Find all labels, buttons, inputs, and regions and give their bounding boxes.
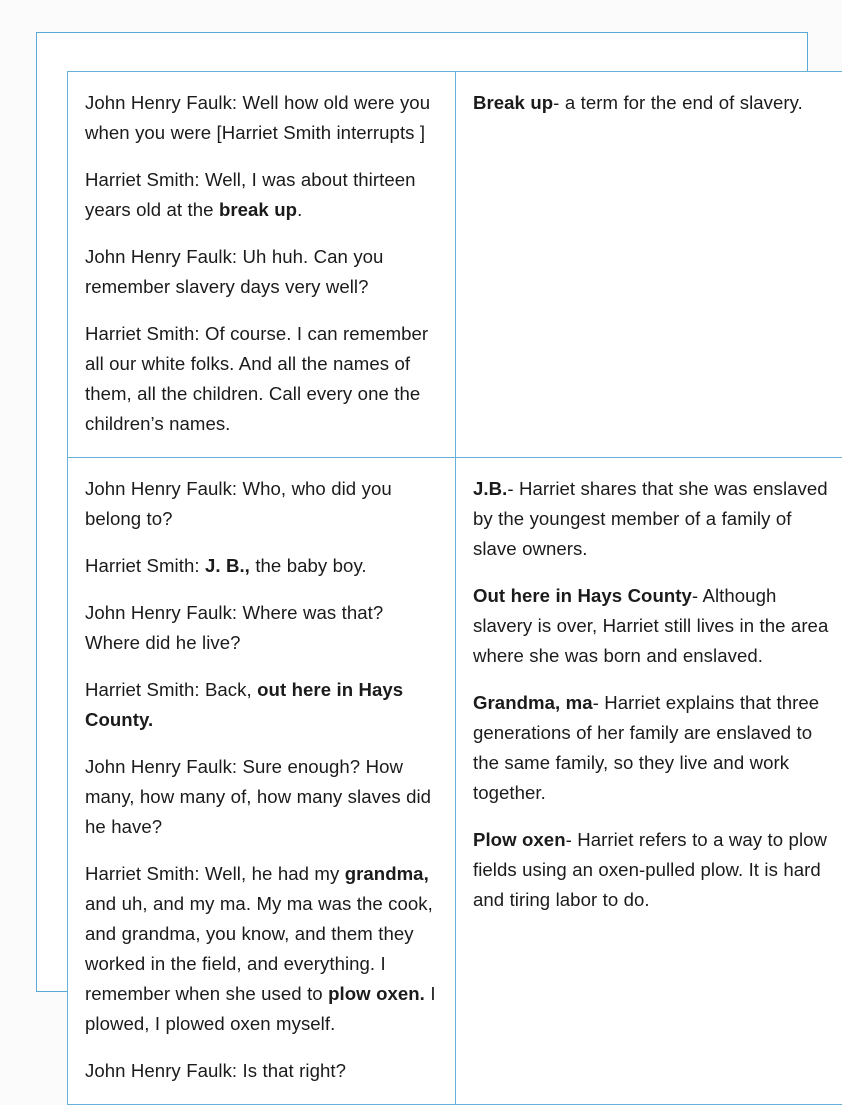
paragraph	[473, 474, 830, 564]
paragraph	[473, 88, 830, 118]
text-run: - Harriet shares that she was enslaved by the youngest member of a family of slave owners.	[473, 478, 828, 559]
paragraph	[85, 598, 438, 658]
text-run: John Henry Faulk: Uh huh. Can you remember slavery days very well?	[85, 246, 383, 297]
notes-cell-row-1	[456, 72, 842, 458]
text-run: John Henry Faulk: Who, who did you belong to?	[85, 478, 392, 529]
text-run: Harriet Smith: Well, he had my	[85, 863, 345, 884]
text-run: - Harriet refers to a way to plow fields using an oxen-pulled plow. It is hard and tiring labor to do.	[473, 829, 827, 910]
key-term: Break up	[473, 92, 553, 113]
paragraph	[85, 474, 438, 534]
paragraph	[85, 1056, 438, 1086]
key-term: Grandma, ma	[473, 692, 593, 713]
text-run: John Henry Faulk: Is that right?	[85, 1060, 346, 1081]
paragraph	[473, 688, 830, 808]
paragraph	[85, 859, 438, 1039]
text-run: Harriet Smith: Of course. I can remember all our white folks. And all the names of them, all the children. Call every one the children’s names.	[85, 323, 428, 434]
key-term: plow oxen.	[328, 983, 425, 1004]
text-run: Harriet Smith: Well, I was about thirteen years old at the	[85, 169, 416, 220]
text-run: John Henry Faulk: Sure enough? How many, how many of, how many slaves did he have?	[85, 756, 431, 837]
text-run: John Henry Faulk: Where was that? Where did he live?	[85, 602, 383, 653]
paragraph	[85, 88, 438, 148]
key-term: break up	[219, 199, 297, 220]
transcript-cell-row-2	[68, 458, 456, 1105]
key-term: Out here in Hays County	[473, 585, 692, 606]
key-term: J.B.	[473, 478, 507, 499]
text-run: I plowed, I plowed oxen myself.	[85, 983, 436, 1034]
paragraph	[85, 165, 438, 225]
table-body	[68, 72, 842, 1105]
paragraph	[85, 551, 438, 581]
notes-cell-row-2	[456, 458, 842, 1105]
table-row	[68, 458, 842, 1105]
text-run: the baby boy.	[250, 555, 367, 576]
text-run: - Harriet explains that three generations of her family are enslaved to the same family, so they live and work together.	[473, 692, 819, 803]
paragraph	[473, 825, 830, 915]
paragraph	[85, 752, 438, 842]
text-run: John Henry Faulk: Well how old were you when you were [Harriet Smith interrupts ]	[85, 92, 430, 143]
text-run: .	[297, 199, 302, 220]
text-run: and uh, and my ma. My ma was the cook, and grandma, you know, and them they worked in the field, and everything. I remember when she used to	[85, 893, 433, 1004]
transcript-annotation-table	[67, 71, 842, 1105]
key-term: J. B.,	[205, 555, 250, 576]
text-run: - Although slavery is over, Harriet still lives in the area where she was born and enslaved.	[473, 585, 828, 666]
text-run: Harriet Smith: Back,	[85, 679, 257, 700]
key-term: grandma,	[345, 863, 429, 884]
paragraph	[473, 581, 830, 671]
key-term: Plow oxen	[473, 829, 566, 850]
text-run: Harriet Smith:	[85, 555, 205, 576]
paragraph	[85, 675, 438, 735]
text-run: - a term for the end of slavery.	[553, 92, 803, 113]
paragraph	[85, 242, 438, 302]
key-term: out here in Hays County.	[85, 679, 403, 730]
transcript-cell-row-1	[68, 72, 456, 458]
paragraph	[85, 319, 438, 439]
page-frame	[36, 32, 808, 992]
table-row	[68, 72, 842, 458]
